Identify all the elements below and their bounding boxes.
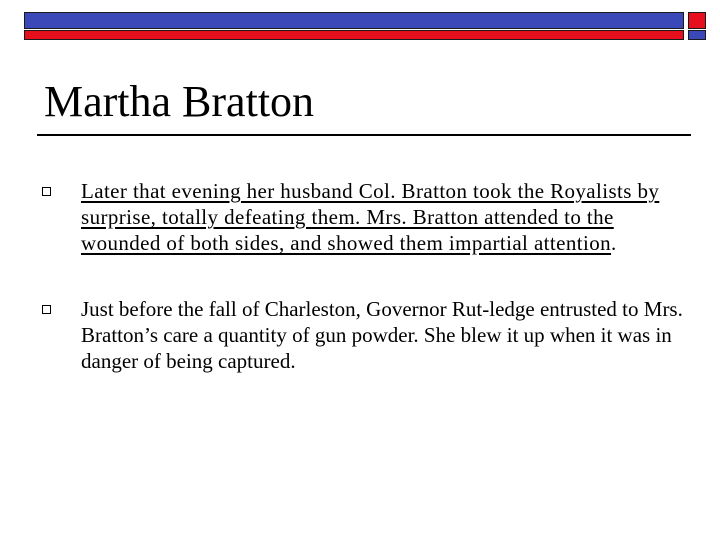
square-bullet-icon bbox=[42, 305, 51, 314]
header-square-blue bbox=[688, 30, 706, 40]
bullet-1-trailing-text: . bbox=[611, 231, 617, 255]
header-square-red bbox=[688, 12, 706, 29]
bullet-2-text: Just before the fall of Charleston, Governor Rut-ledge entrusted to Mrs. Bratton’s care a quantity of gun powder. She blew it up when it was in danger of being captured. bbox=[81, 297, 683, 373]
title-divider bbox=[37, 134, 691, 136]
header-bar-blue bbox=[24, 12, 684, 29]
header-bar-red bbox=[24, 30, 684, 40]
bullet-item-2 bbox=[40, 296, 690, 374]
slide-title: Martha Bratton bbox=[44, 77, 315, 126]
bullet-1-linked-text[interactable]: Later that evening her husband Col. Bratton took the Royalists by surprise, totally defeating them. Mrs. Bratton attended to the wounded of both sides, and showed them impartial attention bbox=[81, 179, 660, 255]
square-bullet-icon bbox=[42, 187, 51, 196]
bullet-list bbox=[40, 178, 690, 374]
bullet-item-1 bbox=[40, 178, 690, 256]
